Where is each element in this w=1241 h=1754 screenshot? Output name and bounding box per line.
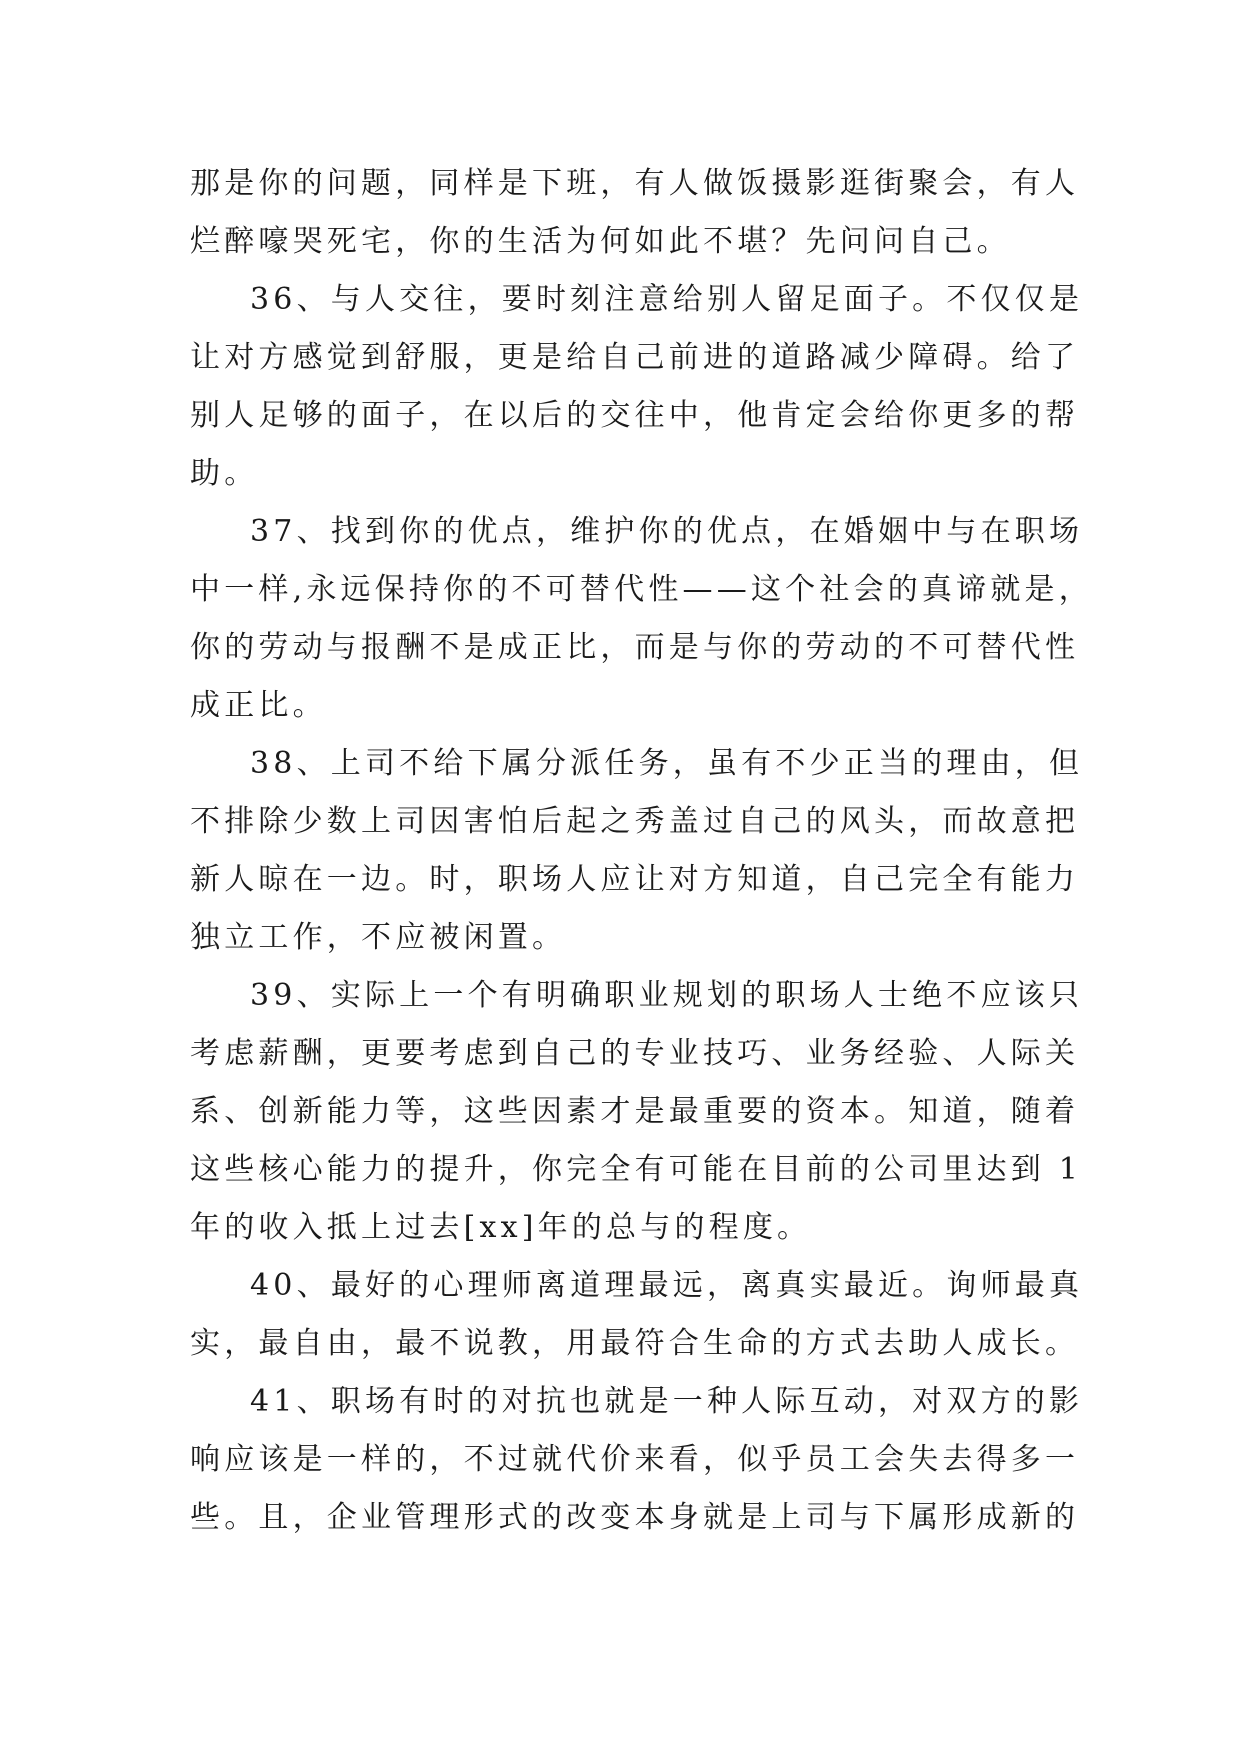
paragraph-40-start: 40、最好的心理师离道理最远，离真实最近。询师最真 (250, 1268, 1084, 1303)
text-line: 新人晾在一边。时，职场人应让对方知道，自己完全有能力 (190, 862, 1080, 897)
text-line: 你的劳动与报酬不是成正比，而是与你的劳动的不可替代性 (190, 630, 1080, 665)
paragraph-38-start: 38、上司不给下属分派任务，虽有不少正当的理由，但 (250, 746, 1084, 781)
paragraph-41-start: 41、职场有时的对抗也就是一种人际互动，对双方的影 (250, 1384, 1084, 1419)
text-line: 系、创新能力等，这些因素才是最重要的资本。知道，随着 (190, 1094, 1080, 1129)
text-line: 让对方感觉到舒服，更是给自己前进的道路减少障碍。给了 (190, 340, 1080, 375)
paragraph-36-start: 36、与人交往，要时刻注意给别人留足面子。不仅仅是 (250, 282, 1084, 317)
text-line: 中一样,永远保持你的不可替代性——这个社会的真谛就是， (190, 572, 1093, 607)
text-line: 成正比。 (190, 688, 327, 723)
text-line: 不排除少数上司因害怕后起之秀盖过自己的风头，而故意把 (190, 804, 1080, 839)
text-line: 考虑薪酬，更要考虑到自己的专业技巧、业务经验、人际关 (190, 1036, 1080, 1071)
text-line: 那是你的问题，同样是下班，有人做饭摄影逛街聚会，有人 (190, 166, 1080, 201)
text-line: 年的收入抵上过去[xx]年的总与的程度。 (190, 1210, 812, 1245)
text-line: 响应该是一样的，不过就代价来看，似乎员工会失去得多一 (190, 1442, 1080, 1477)
text-line: 别人足够的面子，在以后的交往中，他肯定会给你更多的帮 (190, 398, 1080, 433)
text-line: 烂醉嚎哭死宅，你的生活为何如此不堪？先问问自己。 (190, 224, 1011, 259)
paragraph-37-start: 37、找到你的优点，维护你的优点，在婚姻中与在职场 (250, 514, 1084, 549)
text-line: 助。 (190, 456, 259, 491)
document-body (190, 155, 1093, 1547)
text-line: 独立工作，不应被闲置。 (190, 920, 567, 955)
text-line: 些。且，企业管理形式的改变本身就是上司与下属形成新的 (190, 1500, 1080, 1535)
text-line: 这些核心能力的提升，你完全有可能在目前的公司里达到 1 (190, 1152, 1083, 1187)
paragraph-39-start: 39、实际上一个有明确职业规划的职场人士绝不应该只 (250, 978, 1084, 1013)
text-line: 实，最自由，最不说教，用最符合生命的方式去助人成长。 (190, 1326, 1080, 1361)
